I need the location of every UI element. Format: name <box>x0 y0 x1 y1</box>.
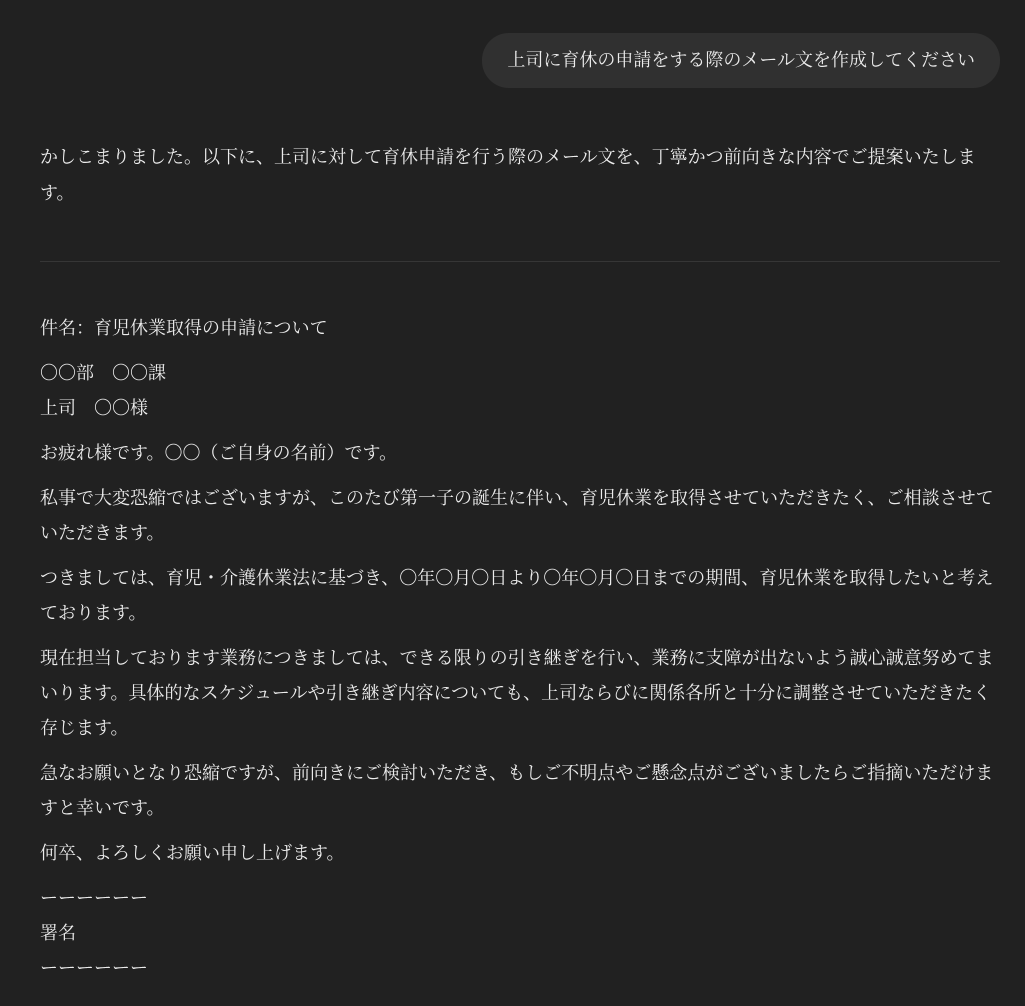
email-paragraph-2: つきましては、育児・介護休業法に基づき、〇年〇月〇日より〇年〇月〇日までの期間、育児休業を取得したいと考えております。 <box>40 568 994 624</box>
email-subject: 件名：育児休業取得の申請について <box>40 318 328 339</box>
email-closing: 何卒、よろしくお願い申し上げます。 <box>40 843 345 864</box>
signature-line-bottom: ーーーーーー <box>40 958 148 979</box>
user-message-row <box>482 33 1000 88</box>
email-greeting: お疲れ様です。〇〇（ご自身の名前）です。 <box>40 443 398 464</box>
signature-line-top: ーーーーーー <box>40 888 148 909</box>
horizontal-divider <box>40 261 1000 262</box>
email-recipient-dept: 〇〇部 〇〇課 <box>40 363 166 384</box>
email-recipient-name: 上司 〇〇様 <box>40 398 148 419</box>
email-draft <box>40 311 1002 986</box>
email-paragraph-1: 私事で大変恐縮ではございますが、このたび第一子の誕生に伴い、育児休業を取得させていただきたく、ご相談させていただきます。 <box>40 488 994 544</box>
email-paragraph-4: 急なお願いとなり恐縮ですが、前向きにご検討いただき、もしご不明点やご懸念点がございましたらご指摘いただけますと幸いです。 <box>40 763 994 819</box>
assistant-message <box>40 140 1002 212</box>
signature-label: 署名 <box>40 923 76 944</box>
assistant-intro-text: かしこまりました。以下に、上司に対して育休申請を行う際のメール文を、丁寧かつ前向きな内容でご提案いたします。 <box>40 147 976 204</box>
user-message-bubble: 上司に育休の申請をする際のメール文を作成してください <box>482 33 1000 88</box>
email-paragraph-3: 現在担当しております業務につきましては、できる限りの引き継ぎを行い、業務に支障が出ないよう誠心誠意努めてまいります。具体的なスケジュールや引き継ぎ内容についても、上司ならびに関係各所と十分に調整させていただきたく存じます。 <box>40 648 994 739</box>
